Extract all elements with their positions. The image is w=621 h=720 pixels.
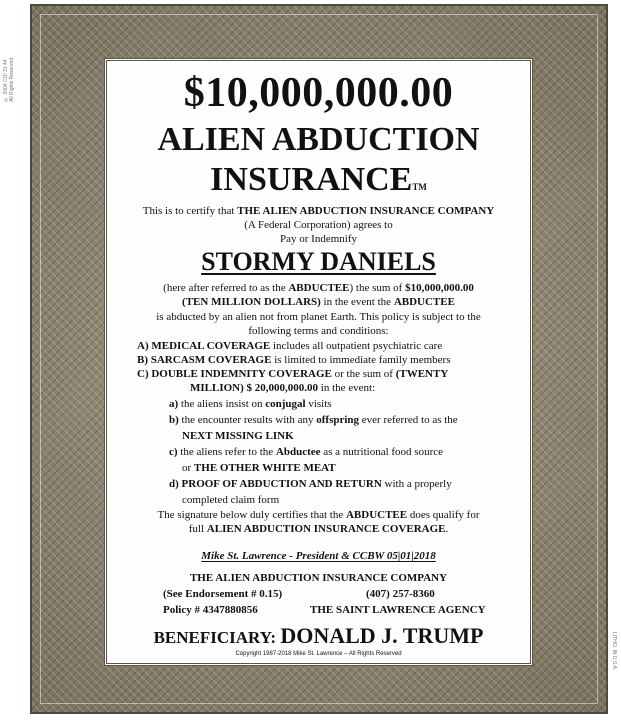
coverage-a — [137, 340, 530, 353]
closing1-c: does qualify for — [407, 509, 480, 521]
coverage-b-label: B) SARCASM COVERAGE — [137, 354, 272, 366]
event-d — [169, 478, 530, 491]
coverage-c-line2 — [190, 382, 530, 395]
coverage-c-text: or the sum of — [331, 368, 396, 380]
clause-line-1 — [107, 282, 530, 295]
pay-indemnify-line: Pay or Indemnify — [280, 233, 357, 245]
phone-number: (407) 257-8360 — [366, 588, 435, 600]
event-a-text: the aliens insist on — [178, 398, 266, 410]
event-b-bold: offspring — [316, 414, 360, 426]
side-litho-right: LITHO. IN U.S.A. — [611, 632, 617, 671]
copyright-notice: Copyright 1987-2018 Mike St. Lawrence – All Rights Reserved — [235, 651, 402, 657]
event-c-line2 — [182, 462, 530, 475]
beneficiary-label: BENEFICIARY: — [153, 628, 281, 647]
event-b-end: ever referred to as the — [359, 414, 458, 426]
coverage-a-text: includes all outpatient psychiatric care — [270, 340, 443, 352]
federal-corporation-line: (A Federal Corporation) agrees to — [244, 219, 393, 231]
event-c-end: as a nutritional food source — [320, 446, 444, 458]
event-b-label: b) — [169, 414, 179, 426]
coverage-b — [137, 354, 530, 367]
clause-line-3: is abducted by an alien not from planet Earth. This policy is subject to the — [156, 311, 481, 323]
title-line-1: ALIEN ABDUCTION — [157, 121, 480, 158]
coverage-c-text2: (TWENTY — [395, 368, 449, 380]
event-c — [169, 446, 530, 459]
closing2-a: full — [188, 523, 207, 535]
event-c-label: c) — [169, 446, 178, 458]
insured-amount: $10,000,000.00 — [183, 70, 454, 116]
policy-number: Policy # 4347880856 — [163, 604, 258, 616]
certify-prefix: This is to certify that — [142, 205, 238, 217]
clause1-d: $10,000,000.00 — [405, 282, 474, 294]
beneficiary-name: DONALD J. TRUMP — [280, 623, 484, 648]
clause-line-4: following terms and conditions: — [248, 325, 389, 337]
coverage-a-label: A) MEDICAL COVERAGE — [137, 340, 271, 352]
clause2-b: in the event the — [320, 296, 394, 308]
company-footer: THE ALIEN ABDUCTION INSURANCE COMPANY — [189, 572, 448, 584]
coverage-c-line2-bold: MILLION) $ 20,000,000.00 — [190, 382, 319, 394]
clause2-c: ABDUCTEE — [393, 296, 455, 308]
closing1-a: The signature below duly certifies that the — [157, 509, 346, 521]
closing1-b: ABDUCTEE — [345, 509, 408, 521]
event-c-line2-pre: or — [182, 462, 194, 474]
event-a-end: visits — [305, 398, 332, 410]
clause1-a: (here after referred to as the — [163, 282, 289, 294]
closing-line-1 — [107, 509, 530, 522]
event-a-label: a) — [169, 398, 179, 410]
closing2-c: . — [445, 523, 449, 535]
title-line-2 — [107, 161, 530, 199]
endorsement: (See Endorsement # 0.15) — [163, 588, 283, 600]
closing2-b: ALIEN ABDUCTION INSURANCE COVERAGE — [206, 523, 446, 535]
closing-line-2 — [107, 523, 530, 536]
event-a — [169, 398, 530, 411]
event-b — [169, 414, 530, 427]
event-b-line2: NEXT MISSING LINK — [182, 430, 294, 442]
coverage-c-label: C) DOUBLE INDEMNITY COVERAGE — [137, 368, 332, 380]
clause1-b: ABDUCTEE — [288, 282, 350, 294]
company-name: THE ALIEN ABDUCTION INSURANCE COMPANY — [237, 205, 495, 217]
event-a-bold: conjugal — [265, 398, 306, 410]
beneficiary-line — [107, 623, 530, 649]
clause-line-2 — [107, 296, 530, 309]
side-copyright-left — [3, 58, 15, 102]
title-line-2-text: INSURANCE — [210, 161, 413, 198]
event-c-bold: Abductee — [275, 446, 321, 458]
coverage-c — [137, 368, 530, 381]
side-text-left-line2: All Rights Reserved — [9, 58, 15, 102]
event-d-label: d) PROOF OF ABDUCTION AND RETURN — [169, 478, 382, 490]
event-c-text: the aliens refer to the — [177, 446, 276, 458]
coverage-b-text: is limited to immediate family members — [271, 354, 451, 366]
certificate-panel — [104, 58, 533, 666]
president-signature: Mike St. Lawrence - President & CCBW 05|01|2018 — [201, 550, 436, 562]
clause2-a: (TEN MILLION DOLLARS) — [182, 296, 321, 308]
coverage-c-line2-text: in the event: — [318, 382, 376, 394]
clause1-c: ) the sum of — [349, 282, 406, 294]
event-d-text: with a properly — [381, 478, 452, 490]
side-text-left-line1: © 2004 CO/ 2J 44 — [3, 59, 9, 102]
event-d-line2: completed claim form — [182, 494, 280, 506]
certify-line — [107, 205, 530, 218]
abductee-name: STORMY DANIELS — [201, 247, 436, 276]
event-c-line2-bold: THE OTHER WHITE MEAT — [193, 462, 336, 474]
agency-name: THE SAINT LAWRENCE AGENCY — [310, 604, 486, 616]
trademark-symbol: TM — [412, 182, 427, 192]
event-b-text: the encounter results with any — [178, 414, 317, 426]
